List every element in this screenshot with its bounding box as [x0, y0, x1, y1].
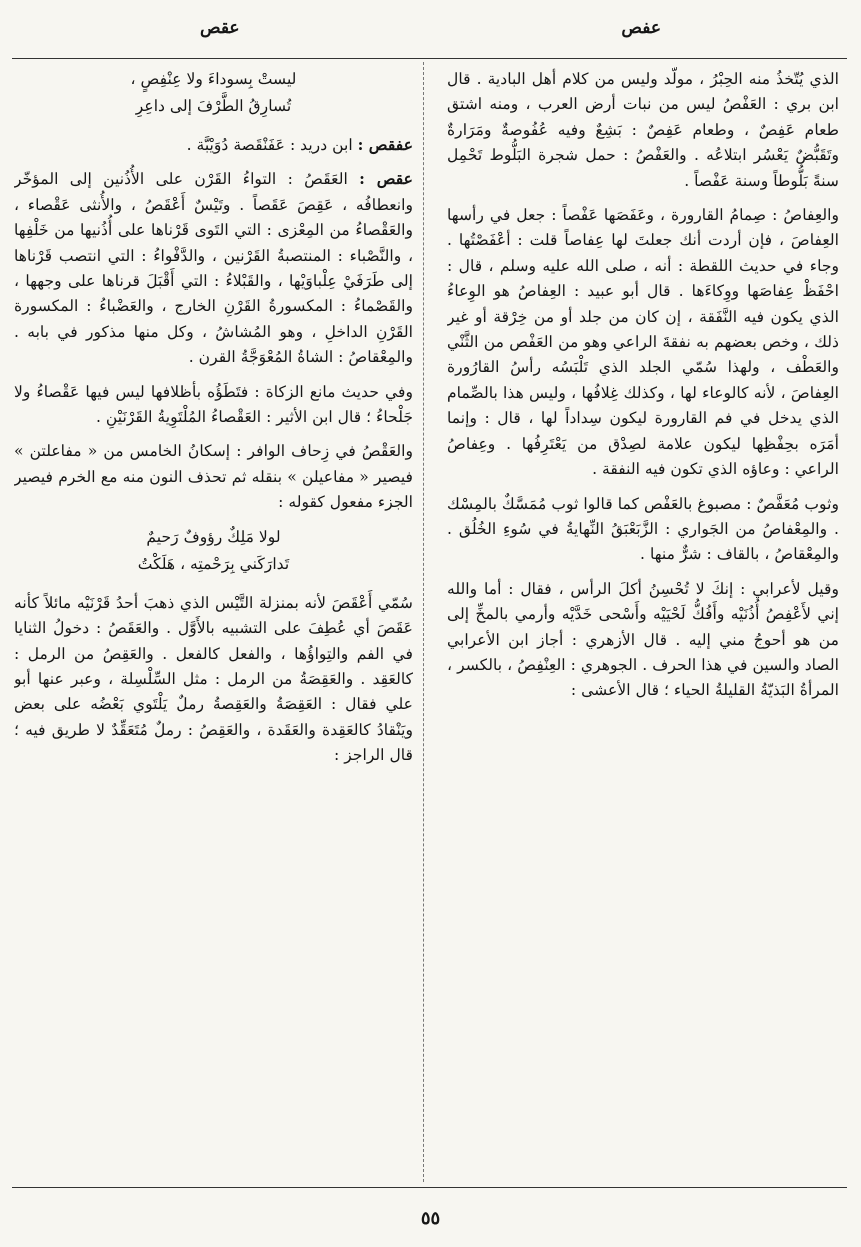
verse-line: ليستْ بِسوداءَ ولا عِنْفِصٍ ، [130, 70, 297, 88]
entry-text: وثوب مُعَفَّصٌ : مصبوغ بالعَفْص كما قالوا ثوب مُمَسَّكٌ بالمِسْك . والمِعْفاصُ من الجَواري : الزَّبَعْبَقُ النِّهايةُ في سُوءِ الخُلُق . والمِعْقاصُ ، بالقاف : شرٌّ منها . [447, 494, 839, 564]
running-head-left: عقص [200, 18, 240, 38]
entry-text: والعَقْصُ في زِحاف الوافر : إسكانُ الخامس من « مفاعلتن » فيصير « مفاعيلن » بنقله ثم تحذف النون منه مع الخرم فيصير الجزء مفعول كقوله : [14, 442, 413, 512]
verse-block [14, 524, 413, 578]
entry-paragraph [14, 438, 413, 515]
entry-paragraph [14, 590, 413, 769]
verse-block [14, 66, 413, 120]
footer-rule [12, 1187, 847, 1188]
right-column [447, 66, 839, 1182]
verse-line: تَدارَكَني بِرَحْمتِه ، هَلَكْتُ [137, 554, 290, 573]
entry-text: ابن دريد : عَفَنْقَصة دُوَيْبَّة . [186, 136, 353, 154]
running-head-right: عفص [621, 18, 661, 38]
verse-line: لولا مَلِكٌ رؤوفٌ رَحيمٌ [146, 527, 281, 546]
entry-text: وفي حديث مانع الزكاة : فتَطَؤُه بأظلافها ليس فيها عَقْصاءُ ولا جَلْحاءُ ؛ قال ابن الأثير : العَقْصاءُ المُلْتَوِيةُ القَرْنَيْنِ . [14, 382, 413, 427]
header-rule [12, 58, 847, 59]
entry-paragraph [447, 66, 839, 194]
left-column [14, 66, 413, 1182]
entry-paragraph [14, 166, 413, 370]
entry-text: العَقَصُ : التواءُ القَرْن على الأُذُنين إلى المؤخّر وانعطافُه ، عَقِصَ عَقَصاً . وتَيْسٌ أَعْقَصُ ، والأُنثى عَقْصاء ، والعَقْصاءُ من المِعْزى : التي التَوى قَرْناها على أُذُنيها من خَلْفِها ، والنَّصْباء : المنتصبةُ القَرْنين ، والدَّفْواءُ : التي انتصب قَرْناها إلى طَرَفَيْ عِلْباوَيْها ، والقَبْلاءُ : التي أَقْبَلَ قرناها على وجهها ، والقَصْماءُ : المكسورةُ القَرْنِ الخارج ، والعَضْباءُ : المكسورة القَرْنِ الداخلِ ، وهو المُشاشُ ، وكل منها مذكور في بابه . والمِعْقاصُ : الشاةُ المُعْوَجَّةُ القرن . [14, 170, 413, 367]
entry-text: والعِفاصُ : صِمامُ القارورة ، وعَفَصَها عَفْصاً : جعل في رأسها العِفاصَ ، فإن أردت أنك جعلتَ لها عِفاصاً قلت : أعْفَصْتُها . وجاء في حديث اللقطة : أنه ، صلى الله عليه وسلم ، قال : احْفَظْ عِفاصَها ووِكاءَها . قال أبو عبيد : العِفاصُ هو الوِعاءُ الذي يكون فيه النَّفَقة ، إن كان من جلد أو من خِرْقة أو غير ذلك ، وخص بعضهم به نفقةَ الراعي وهو من العَفْص من الثَّنْي والعَطْف ، ولهذا سُمّي الجلد الذي تَلْبَسُه رأسُ القارُورة العِفاصَ ، لأنه كالوعاء لها ، وكذلك غِلافُها ، وليس هذا بالصِّمام الذي يدخل في فم القارورة ليكون سِداداً لها ، قال : وإنما أمَرَه بحِفْظِها ليكون علامة لصِدْق من يَعْتَرِفُها . وعِفاصُ الراعي : وعاؤه الذي تكون فيه النفقة . [447, 206, 839, 479]
headword: عفقص : [357, 135, 413, 154]
entry-paragraph [14, 132, 413, 158]
verse-line: تُسارِقُ الطَّرْفَ إلى داعِرِ [135, 97, 292, 115]
entry-text: وقيل لأعرابي : إنكَ لا تُحْسِنُ أكلَ الرأس ، فقال : أما والله إني لأَعْفِصُ أُذُنَيْه وأَفُكُّ لَحْيَيْه وأَسْحى خَدَّيْه وأرمي بالمخِّ إلى من هو أحوجُ مني إليه . قال الأزهري : أجاز ابن الأعرابي الصاد والسين في هذا الحرف . الجوهري : العِنْفِصُ ، بالكسر ، المرأةُ البَذيّةُ القليلةُ الحياء ؛ قال الأعشى : [447, 579, 839, 700]
entry-paragraph [14, 379, 413, 431]
column-divider [423, 62, 424, 1182]
entry-text: الذي يُتّخذُ منه الحِبْرُ ، مولّد وليس من كلام أهل البادية . قال ابن بري : العَفْصُ ليس من نبات أرض العرب ، ومنه اشتق طعام عَفِصٌ ، وطعام عَفِصٌ : بَشِعٌ وفيه عُفُوصةٌ ومَرَارةٌ وتَقَبُّضٌ يَعْسُر ابتلاعُه . والعَفْصُ : حمل شجرة البَلُّوط تَحْمِل سنةً بَلُّوطاً وسنة عَفْصاً . [447, 70, 839, 190]
headword: عقص : [359, 169, 413, 189]
entry-paragraph [447, 576, 839, 704]
page-number: ٥٥ [420, 1208, 441, 1229]
entry-paragraph [447, 202, 839, 482]
entry-text: سُمّي أَعْقَصَ لأنه بمنزلة التَّيْس الذي ذهبَ أحدُ قَرْنَيْه مائلاً كأنه عَقَصَ أي عُطِفَ على التشبيه بالأَوَّل . والعَقَصُ : دخولُ الثنايا في الفم والتِواؤُها ، والفعل كالفعل . والعَقِصُ من الرمل : كالعَقِد . والعَقِصَةُ من الرمل : مثل السِّلْسِلة ، وعبر عنها أبو علي فقال : العَقِصَةُ والعَقِصةُ رملٌ يَلْتَوي بَعْضُه على بعض ويَنْقادُ كالعَقِدة والعَقَدة ، والعَقِصُ : رملٌ مُتَعَقِّدٌ لا طريق فيه ؛ قال الراجز : [14, 593, 413, 765]
entry-paragraph [447, 491, 839, 568]
